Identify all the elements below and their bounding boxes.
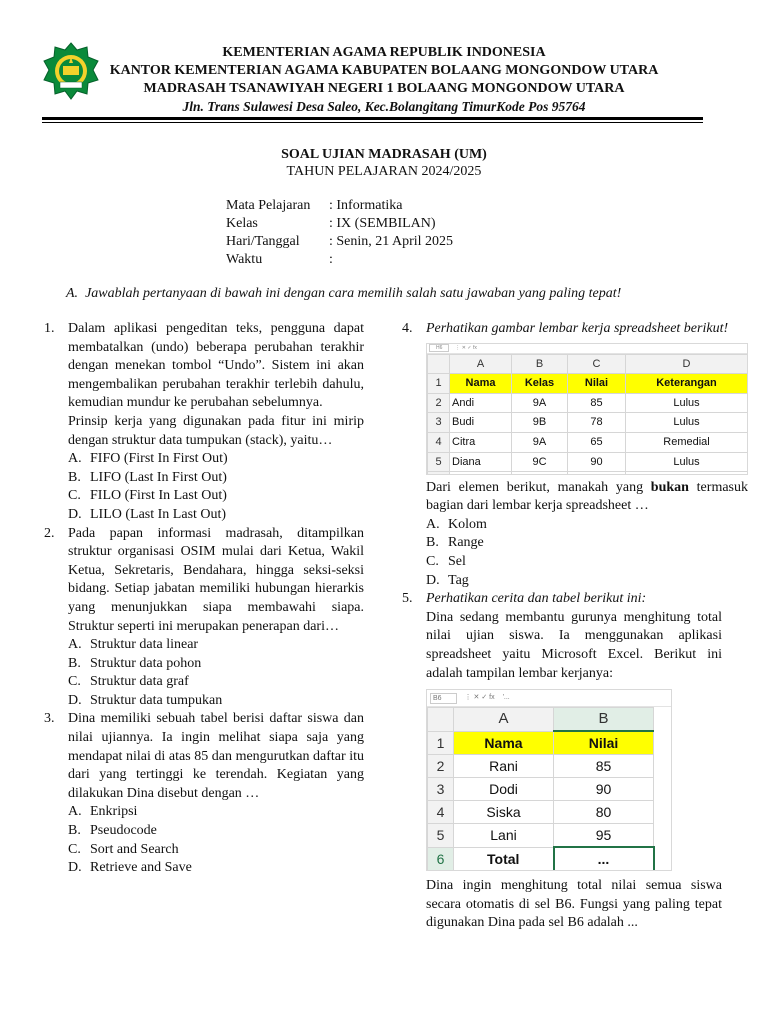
section-letter: A. — [66, 286, 79, 301]
kemenag-logo — [42, 42, 100, 100]
letterhead-office: KANTOR KEMENTERIAN AGAMA KABUPATEN BOLAANG MONGONDOW UTARA — [109, 63, 659, 78]
option-a — [426, 516, 748, 535]
sheet-row — [428, 393, 748, 413]
cell: Andi — [450, 393, 512, 413]
letterhead-address: Jln. Trans Sulawesi Desa Saleo, Kec.Bolangitang TimurKode Pos 95764 — [182, 99, 586, 114]
letterhead — [108, 44, 660, 116]
left-column — [44, 320, 364, 878]
row-number: 4 — [428, 801, 454, 824]
question-text: Dalam aplikasi pengeditan teks, pengguna dapat membatalkan (undo) beberapa perubahan terakhir dengan menekan tombol “Undo”. Sistem ini akan mengembalikan perubahan terakhir terlebih dahulu, kemudian mundur ke perubahan sebelumnya. — [68, 321, 364, 411]
cell: 90 — [554, 778, 654, 801]
row-number: 4 — [428, 432, 450, 452]
option-text: LILO (Last In Last Out) — [90, 506, 227, 522]
question-body — [68, 525, 364, 711]
cell: Lulus — [626, 393, 748, 413]
option-d — [68, 506, 364, 525]
cell — [450, 472, 512, 475]
formula-bar — [427, 690, 671, 707]
option-text: LIFO (Last In First Out) — [90, 469, 227, 485]
question-4 — [402, 320, 748, 590]
option-letter: A. — [68, 637, 82, 653]
option-letter: C. — [426, 553, 439, 569]
question-number: 3. — [44, 711, 55, 727]
row-number: 3 — [428, 413, 450, 433]
option-letter: B. — [68, 823, 81, 839]
name-box: B6 — [430, 693, 457, 704]
option-text: FIFO (First In First Out) — [90, 451, 228, 467]
column-header: B — [512, 354, 568, 374]
option-a — [68, 803, 364, 822]
corner-cell — [428, 708, 454, 732]
row-number: 5 — [428, 824, 454, 848]
cell: Budi — [450, 413, 512, 433]
question-text: Pada papan informasi madrasah, ditampilkan struktur organisasi OSIM mulai dari Ketua, Wakil Ketua, Sekretaris, Bendahara, hingga seksi-seksi bidang. Setiap jabatan memiliki hubungan hierarkis yang menunjukkan siapa membawahi siapa. Struktur seperti ini merupakan penerapan dari… — [68, 525, 364, 634]
option-c — [426, 553, 748, 572]
active-cell: ... — [554, 847, 654, 871]
cell: Remedial — [626, 432, 748, 452]
option-b — [68, 469, 364, 488]
option-letter: C. — [68, 841, 81, 857]
row-number: 2 — [428, 393, 450, 413]
meta-row — [226, 215, 453, 233]
fx-icon: ⋮ ✕ ✓ fx — [455, 344, 477, 351]
question-number: 1. — [44, 321, 55, 336]
cell: Lulus — [626, 413, 748, 433]
exam-title-year: TAHUN PELAJARAN 2024/2025 — [286, 164, 482, 179]
meta-key: Kelas — [226, 216, 258, 231]
formula-bar — [427, 344, 747, 354]
question-prompt: Prinsip kerja yang digunakan pada fitur ini mirip dengan struktur data tumpukan (stack), yaitu… — [68, 413, 364, 448]
option-text: Struktur data linear — [90, 637, 199, 653]
meta-key: Hari/Tanggal — [226, 234, 300, 249]
option-c — [68, 841, 364, 860]
question-intro: Perhatikan gambar lembar kerja spreadsheet berikut! — [426, 321, 729, 336]
exam-meta — [226, 197, 453, 269]
option-letter: A. — [68, 804, 82, 820]
question-body — [68, 320, 364, 525]
option-d — [68, 859, 364, 878]
option-letter: C. — [68, 674, 81, 690]
option-c — [68, 673, 364, 692]
cell — [626, 472, 748, 475]
exam-title — [0, 146, 768, 180]
cell: 65 — [568, 432, 626, 452]
option-b — [426, 534, 748, 553]
cell: 85 — [554, 755, 654, 778]
question-text: Dina memiliki sebuah tabel berisi daftar siswa dan nilai ujiannya. Ia ingin melihat siapa saja yang mendapat nilai di atas 85 dan mengurutkan daftar itu dari yang tertinggi ke terendah. Kegiatan yang dilakukan Dina disebut dengan … — [68, 711, 364, 801]
header-cell: Nilai — [554, 731, 654, 755]
prompt-part: termasuk bagian dari lembar kerja spreadsheet … — [426, 479, 748, 514]
option-letter: B. — [426, 535, 439, 551]
column-header: C — [568, 354, 626, 374]
section-instruction — [66, 286, 621, 302]
meta-row — [226, 251, 453, 269]
question-5 — [402, 590, 722, 933]
option-a — [68, 450, 364, 469]
row-number: 2 — [428, 755, 454, 778]
question-number: 2. — [44, 525, 55, 541]
sheet-row — [428, 778, 654, 801]
option-text: Struktur data pohon — [90, 655, 202, 671]
question-text: Dina sedang membantu gurunya menghitung total nilai ujian siswa. Ia menggunakan aplikasi spreadsheet yaitu Microsoft Excel. Berikut ini adalah tampilan lembar kerjanya: — [426, 609, 722, 681]
option-text: Enkripsi — [90, 804, 138, 820]
meta-key: Waktu — [226, 252, 263, 267]
column-header: D — [626, 354, 748, 374]
prompt-part: Dari elemen berikut, manakah yang — [426, 479, 651, 495]
name-box: H6 — [429, 344, 449, 352]
question-body — [426, 320, 748, 590]
option-letter: D. — [426, 572, 440, 588]
option-text: Sel — [448, 553, 466, 569]
question-prompt — [426, 479, 748, 516]
sheet-row — [428, 452, 748, 472]
question-2 — [44, 525, 364, 711]
sheet-row — [428, 413, 748, 433]
cell: Lulus — [626, 452, 748, 472]
meta-key: Mata Pelajaran — [226, 198, 311, 213]
letterhead-ministry: KEMENTERIAN AGAMA REPUBLIK INDONESIA — [222, 45, 546, 60]
meta-row — [226, 233, 453, 251]
option-text: Sort and Search — [90, 841, 179, 857]
option-text: Range — [448, 535, 484, 551]
option-letter: B. — [68, 655, 81, 671]
cell — [512, 472, 568, 475]
option-letter: D. — [68, 506, 82, 522]
option-text: FILO (First In Last Out) — [90, 488, 227, 504]
row-number: 1 — [428, 731, 454, 755]
option-a — [68, 636, 364, 655]
row-number: 5 — [428, 452, 450, 472]
row-number: 6 — [428, 847, 454, 871]
option-letter: A. — [426, 516, 440, 532]
cell: Diana — [450, 452, 512, 472]
cell: 85 — [568, 393, 626, 413]
question-number: 5. — [402, 591, 413, 607]
option-letter: B. — [68, 469, 81, 485]
instruction-text: Jawablah pertanyaan di bawah ini dengan cara memilih salah satu jawaban yang paling tepat! — [85, 286, 622, 301]
cell: Citra — [450, 432, 512, 452]
cell: 90 — [568, 452, 626, 472]
meta-value: : IX (SEMBILAN) — [329, 216, 436, 231]
cell: Lani — [454, 824, 554, 848]
header-cell: Nama — [454, 731, 554, 755]
question-1 — [44, 320, 364, 525]
formula-content: '... — [502, 693, 510, 701]
option-letter: A. — [68, 451, 82, 467]
cell: 9A — [512, 393, 568, 413]
spreadsheet-image-1 — [426, 343, 748, 475]
column-header: B — [554, 708, 654, 732]
sheet-row — [428, 731, 654, 755]
sheet-row — [428, 755, 654, 778]
header-cell: Keterangan — [626, 374, 748, 394]
meta-row — [226, 197, 453, 215]
option-d — [426, 572, 748, 591]
sheet-row — [428, 824, 654, 848]
letterhead-rule-thick — [42, 117, 703, 120]
question-prompt: Dina ingin menghitung total nilai semua siswa secara otomatis di sel B6. Fungsi yang paling tepat digunakan Dina pada sel B6 adalah ... — [426, 878, 722, 931]
header-cell: Nama — [450, 374, 512, 394]
header-cell: Kelas — [512, 374, 568, 394]
option-text: Struktur data tumpukan — [90, 692, 223, 708]
cell: Siska — [454, 801, 554, 824]
row-number: 3 — [428, 778, 454, 801]
cell: 9A — [512, 432, 568, 452]
option-text: Pseudocode — [90, 823, 157, 839]
corner-cell — [428, 354, 450, 374]
right-column — [402, 320, 748, 933]
spreadsheet-image-2 — [426, 689, 672, 871]
question-3 — [44, 710, 364, 877]
question-intro: Perhatikan cerita dan tabel berikut ini: — [426, 591, 647, 607]
sheet-row — [428, 801, 654, 824]
letterhead-school: MADRASAH TSANAWIYAH NEGERI 1 BOLAANG MONGONDOW UTARA — [143, 81, 625, 96]
option-text: Retrieve and Save — [90, 860, 192, 876]
total-label-cell: Total — [454, 847, 554, 871]
cell — [568, 472, 626, 475]
column-header-row — [428, 708, 654, 732]
letterhead-rule-thin — [42, 122, 703, 123]
option-letter: D. — [68, 692, 82, 708]
cell: 9B — [512, 413, 568, 433]
column-header: A — [454, 708, 554, 732]
cell: 78 — [568, 413, 626, 433]
sheet-row — [428, 472, 748, 475]
meta-value: : Informatika — [329, 198, 403, 213]
option-text: Kolom — [448, 516, 487, 532]
sheet-row — [428, 374, 748, 394]
row-number — [428, 472, 450, 475]
spreadsheet-grid — [427, 354, 748, 475]
meta-value: : — [329, 252, 333, 267]
option-text: Tag — [448, 572, 469, 588]
prompt-emphasis: bukan — [650, 479, 689, 495]
question-body — [426, 590, 722, 933]
meta-value: : Senin, 21 April 2025 — [329, 234, 454, 249]
option-letter: C. — [68, 488, 81, 504]
option-c — [68, 487, 364, 506]
exam-title-main: SOAL UJIAN MADRASAH (UM) — [281, 147, 487, 162]
cell: 95 — [554, 824, 654, 848]
cell: 80 — [554, 801, 654, 824]
header-cell: Nilai — [568, 374, 626, 394]
sheet-row — [428, 432, 748, 452]
fx-icon: ⋮ ✕ ✓ fx — [464, 693, 495, 701]
spreadsheet-grid — [427, 707, 655, 871]
sheet-row-total — [428, 847, 654, 871]
option-b — [68, 822, 364, 841]
cell: Dodi — [454, 778, 554, 801]
option-text: Struktur data graf — [90, 674, 189, 690]
row-number: 1 — [428, 374, 450, 394]
option-d — [68, 692, 364, 711]
option-letter: D. — [68, 860, 82, 876]
cell: Rani — [454, 755, 554, 778]
cell: 9C — [512, 452, 568, 472]
column-header: A — [450, 354, 512, 374]
question-body — [68, 710, 364, 877]
question-number: 4. — [402, 321, 413, 336]
option-b — [68, 655, 364, 674]
